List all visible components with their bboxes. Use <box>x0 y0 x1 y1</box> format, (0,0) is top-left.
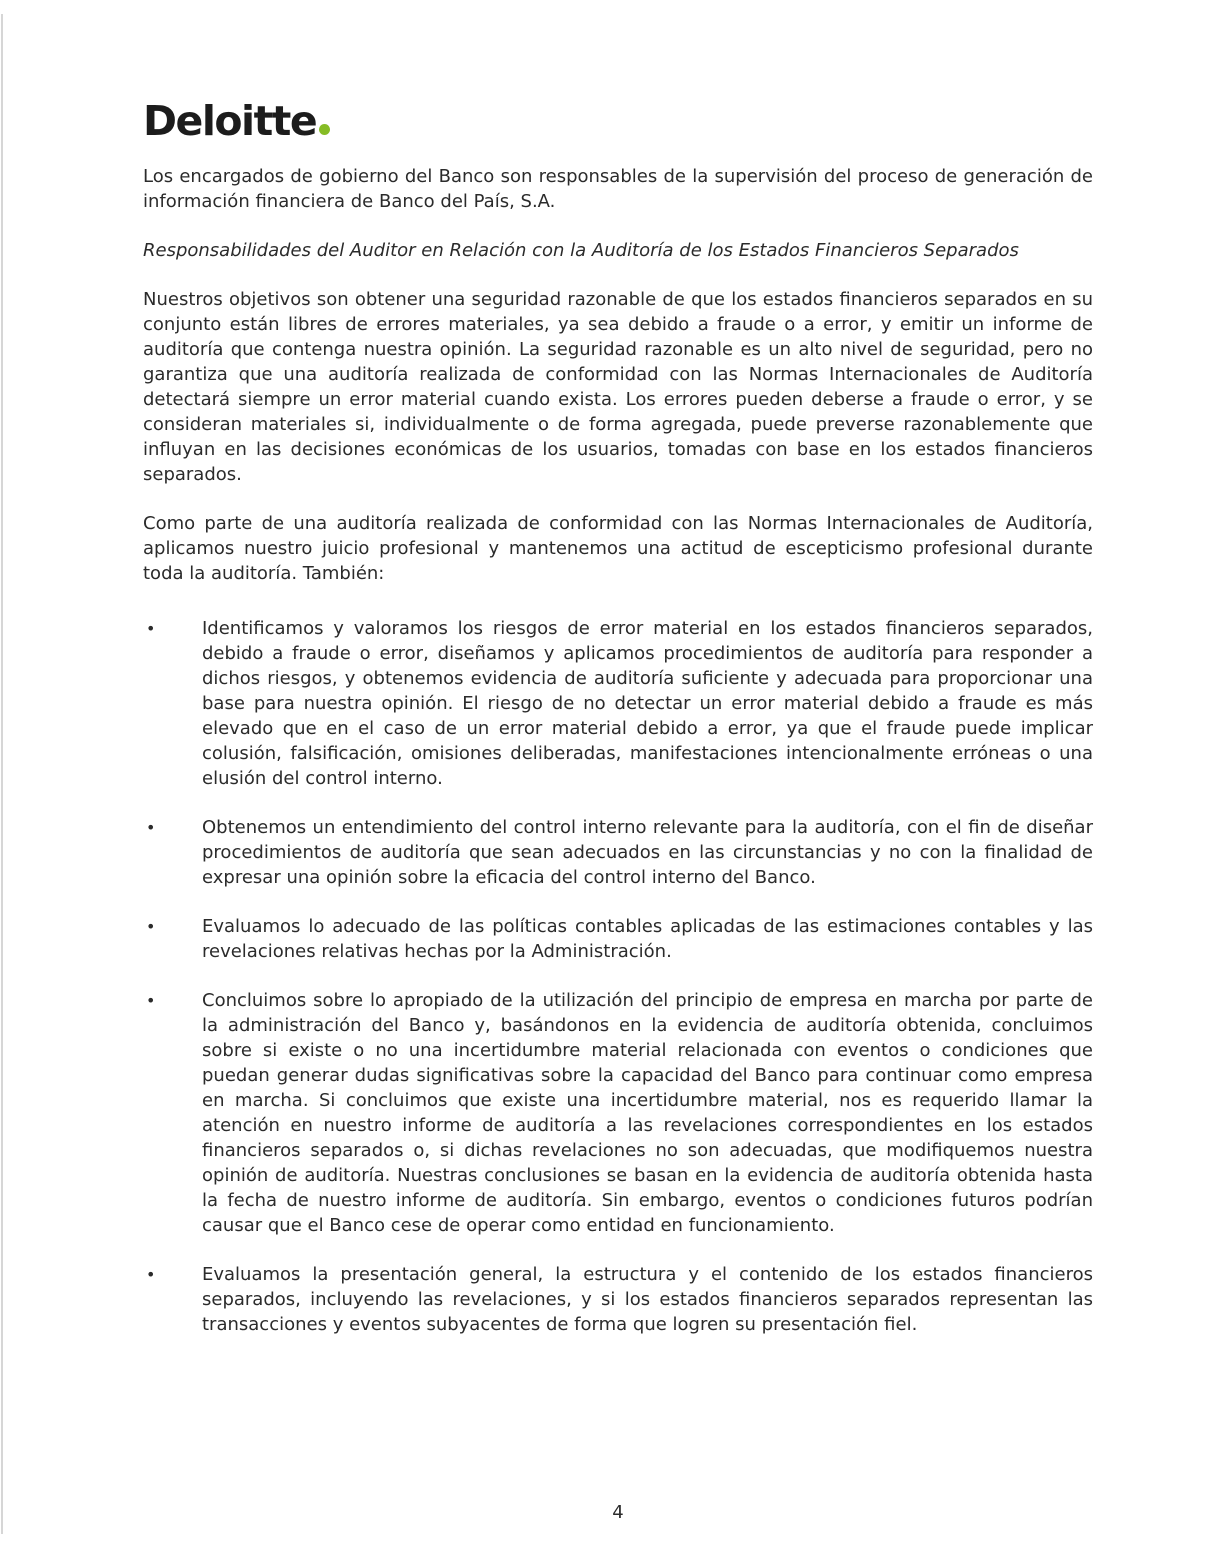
bullet-text: Obtenemos un entendimiento del control interno relevante para la auditoría, con el fin de diseñar procedimientos de auditoría que sean adecuados en las circunstancias y no con la finalidad de expresar una opinión sobre la eficacia del control interno del Banco. <box>202 817 1093 888</box>
page-content <box>143 98 1093 1361</box>
deloitte-logo <box>143 98 1093 144</box>
deloitte-logo-text: Deloitte <box>143 97 317 145</box>
bullet-item-going-concern <box>143 988 1093 1238</box>
deloitte-green-dot-icon <box>319 124 330 135</box>
bullet-text: Concluimos sobre lo apropiado de la utilización del principio de empresa en marcha por parte de la administración del Banco y, basándonos en la evidencia de auditoría obtenida, concluimos sobre si existe o no una incertidumbre material relacionada con eventos o condiciones que puedan generar dudas significativas sobre la capacidad del Banco para continuar como empresa en marcha. Si concluimos que existe una incertidumbre material, nos es requerido llamar la atención en nuestro informe de auditoría a las revelaciones correspondientes en los estados financieros separados o, si dichas revelaciones no son adecuadas, que modifiquemos nuestra opinión de auditoría. Nuestras conclusiones se basan en la evidencia de auditoría obtenida hasta la fecha de nuestro informe de auditoría. Sin embargo, eventos o condiciones futuros podrían causar que el Banco cese de operar como entidad en funcionamiento. <box>202 990 1093 1236</box>
paragraph-objectives: Nuestros objetivos son obtener una seguridad razonable de que los estados financieros separados en su conjunto están libres de errores materiales, ya sea debido a fraude o a error, y emitir un informe de auditoría que contenga nuestra opinión. La seguridad razonable es un alto nivel de seguridad, pero no garantiza que una auditoría realizada de conformidad con las Normas Internacionales de Auditoría detectará siempre un error material cuando exista. Los errores pueden deberse a fraude o error, y se consideran materiales si, individualmente o de forma agregada, puede preverse razonablemente que influyan en las decisiones económicas de los usuarios, tomadas con base en los estados financieros separados. <box>143 289 1093 485</box>
paragraph-intro-bullets: Como parte de una auditoría realizada de conformidad con las Normas Internacionales de Auditoría, aplicamos nuestro juicio profesional y mantenemos una actitud de escepticismo profesional durante toda la auditoría. También: <box>143 513 1093 584</box>
bullet-text: Identificamos y valoramos los riesgos de error material en los estados financieros separados, debido a fraude o error, diseñamos y aplicamos procedimientos de auditoría para responder a dichos riesgos, y obtenemos evidencia de auditoría suficiente y adecuada para proporcionar una base para nuestra opinión. El riesgo de no detectar un error material debido a fraude es más elevado que en el caso de un error material debido a error, ya que el fraude puede implicar colusión, falsificación, omisiones deliberadas, manifestaciones intencionalmente erróneas o una elusión del control interno. <box>202 618 1093 789</box>
bullet-item-identify-risks <box>143 616 1093 791</box>
bullet-marker: • <box>146 917 156 936</box>
bullet-item-overall-presentation <box>143 1262 1093 1337</box>
bullet-marker: • <box>146 818 156 837</box>
bullet-marker: • <box>146 991 156 1010</box>
bullet-item-accounting-policies <box>143 914 1093 964</box>
bullet-marker: • <box>146 1265 156 1284</box>
bullet-marker: • <box>146 619 156 638</box>
section-heading: Responsabilidades del Auditor en Relación con la Auditoría de los Estados Financieros Separados <box>143 240 1019 261</box>
paragraph-governance: Los encargados de gobierno del Banco son responsables de la supervisión del proceso de generación de información financiera de Banco del País, S.A. <box>143 166 1093 212</box>
page-number: 4 <box>612 1502 624 1523</box>
bullet-text: Evaluamos lo adecuado de las políticas contables aplicadas de las estimaciones contables y las revelaciones relativas hechas por la Administración. <box>202 916 1093 962</box>
page-edge-line <box>1 14 3 1534</box>
bullet-item-internal-control <box>143 815 1093 890</box>
bullet-text: Evaluamos la presentación general, la estructura y el contenido de los estados financieros separados, incluyendo las revelaciones, y si los estados financieros separados representan las transacciones y eventos subyacentes de forma que logren su presentación fiel. <box>202 1264 1093 1335</box>
bullet-list <box>143 616 1093 1337</box>
